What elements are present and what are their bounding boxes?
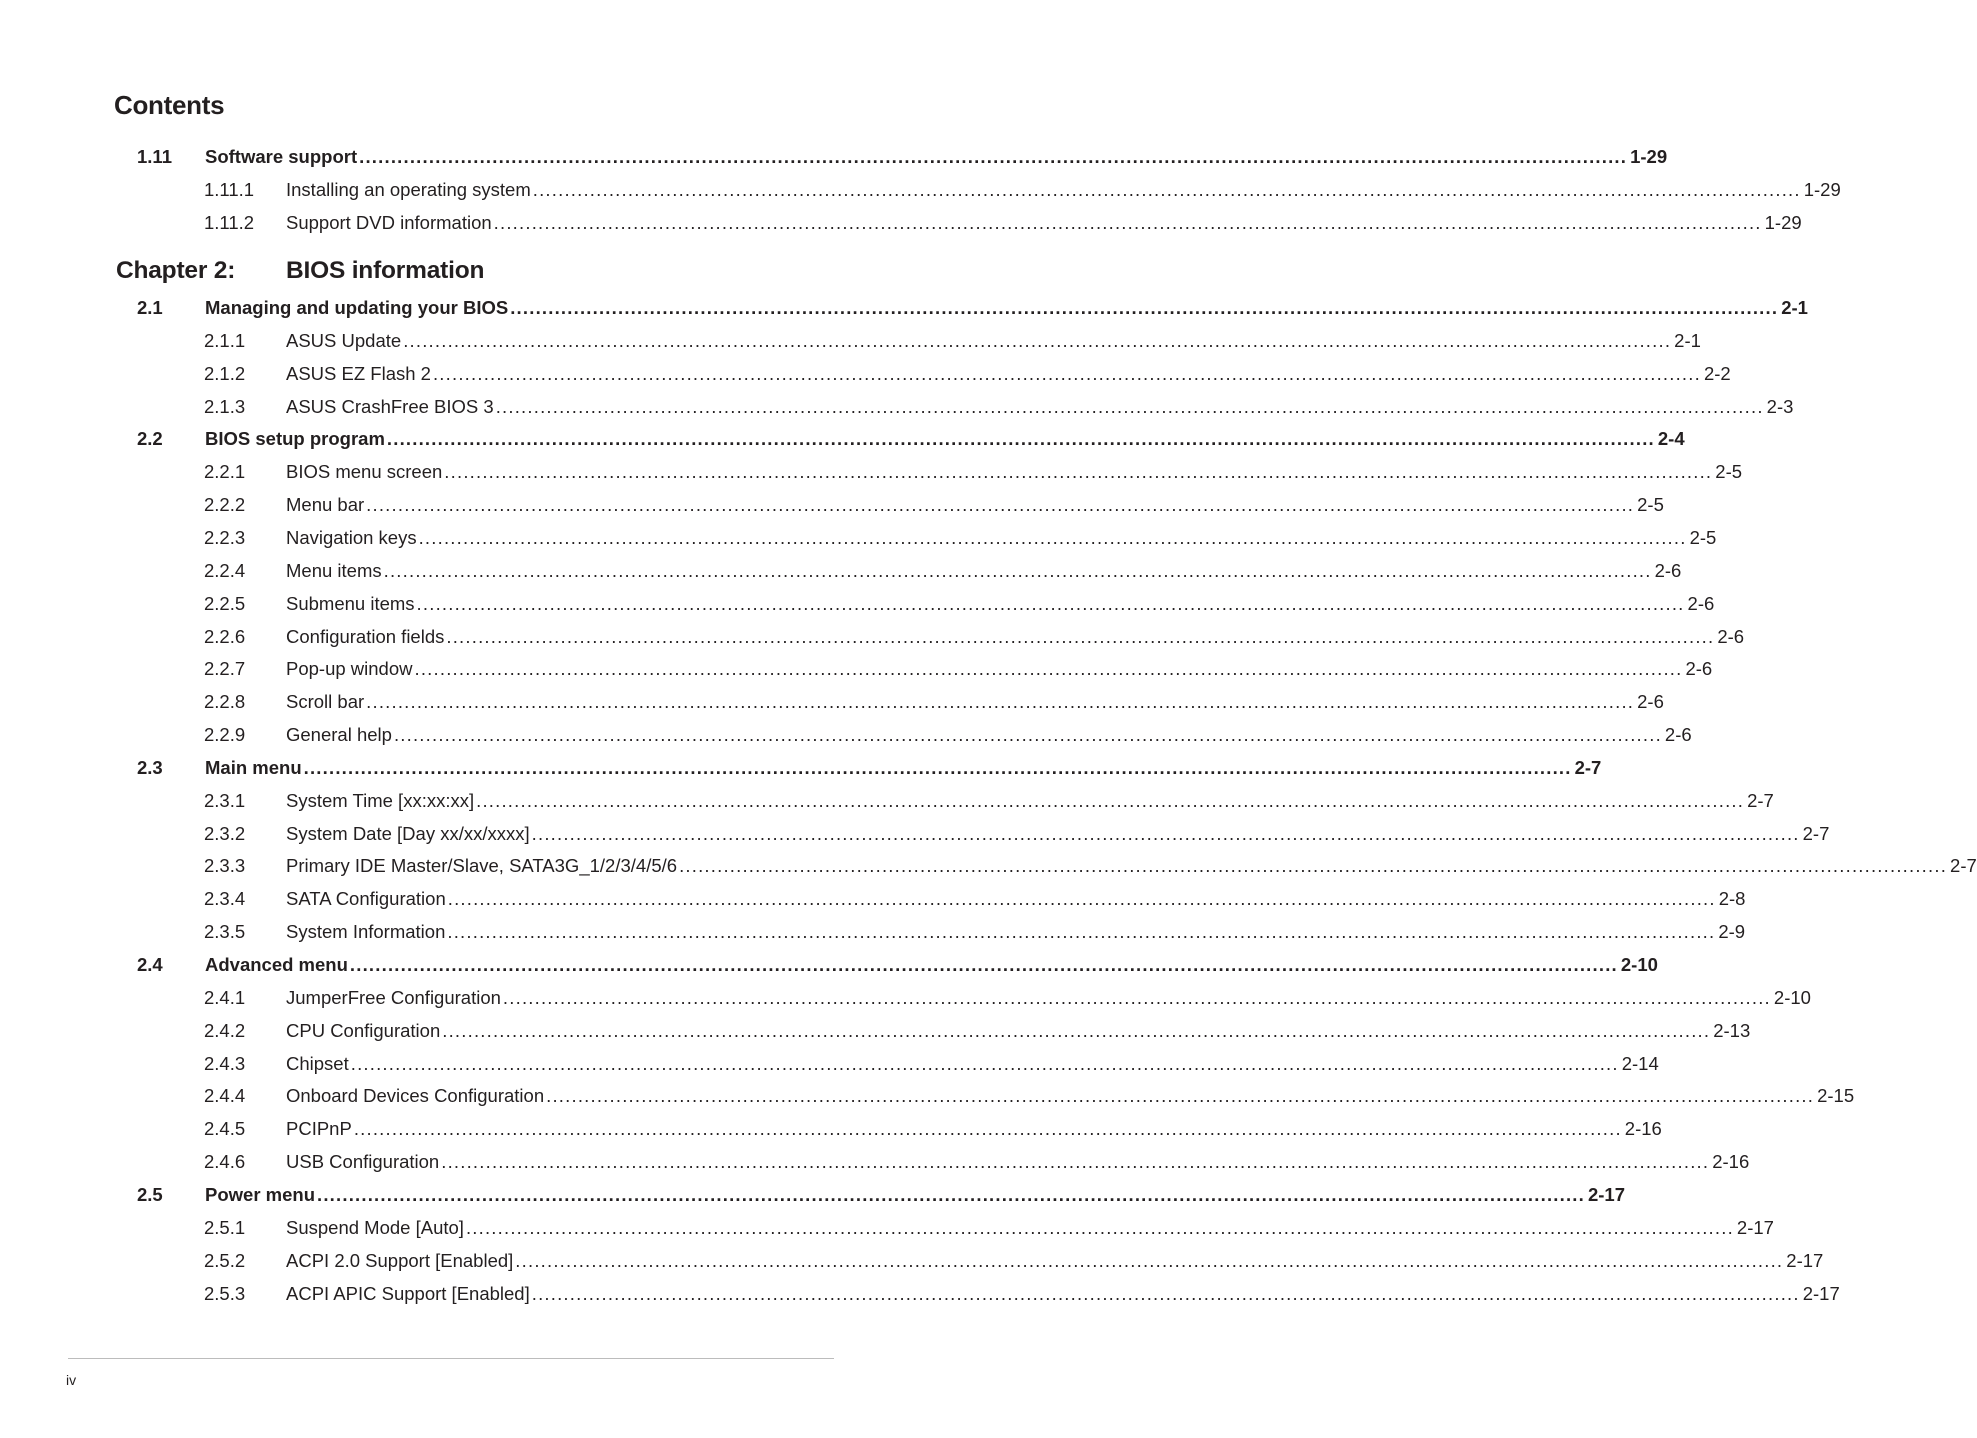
toc-entry-title: CPU Configuration [286, 1019, 441, 1041]
toc-entry-number: 2.2.8 [204, 691, 246, 713]
toc-entry-number: 2.4.5 [204, 1118, 246, 1140]
toc-section-entry[interactable] [137, 427, 1685, 451]
toc-entry-page: 2-6 [1685, 658, 1713, 680]
toc-entry-number: 1.11 [137, 146, 172, 167]
toc-entry-title: Pop-up window [286, 658, 413, 680]
toc-dot-leader: ........................................................................................................................................................................................................ [679, 855, 1948, 877]
toc-entry-page: 2-3 [1766, 395, 1794, 417]
toc-dot-leader: ........................................................................................................................................................................................................ [502, 986, 1771, 1008]
toc-entry-title: Software support [205, 146, 358, 167]
toc-dot-leader: ........................................................................................................................................................................................................ [446, 625, 1715, 647]
toc-dot-leader: ........................................................................................................................................................................................................ [476, 789, 1745, 811]
toc-dot-leader: ........................................................................................................................................................................................................ [432, 362, 1701, 384]
toc-entry-number: 2.3.2 [204, 822, 246, 844]
toc-entry-number: 2.5.1 [204, 1216, 246, 1238]
toc-dot-leader: ........................................................................................................................................................................................................ [531, 1282, 1800, 1304]
toc-entry-title: ACPI APIC Support [Enabled] [286, 1282, 530, 1304]
toc-entry-number: 2.3.3 [204, 855, 246, 877]
toc-dot-leader: ........................................................................................................................................................................................................ [532, 179, 1801, 200]
toc-entry-page: 2-10 [1620, 954, 1658, 975]
toc-subsection-entry[interactable] [204, 854, 1977, 878]
page-number: iv [66, 1372, 77, 1388]
toc-entry-title: BIOS setup program [205, 428, 385, 450]
toc-entry-title: General help [286, 724, 392, 746]
toc-dot-leader: ........................................................................................................................................................................................................ [465, 1216, 1734, 1238]
toc-entry-title: Primary IDE Master/Slave, SATA3G_1/2/3/4/5/6 [286, 855, 678, 877]
toc-entry-page: 2-14 [1621, 1052, 1659, 1074]
toc-dot-leader: ........................................................................................................................................................................................................ [350, 1052, 1619, 1074]
toc-subsection-entry[interactable] [204, 1216, 1774, 1240]
toc-subsection-entry[interactable] [204, 657, 1713, 681]
toc-entry-title: Suspend Mode [Auto] [286, 1216, 464, 1238]
toc-entry-number: 2.3.1 [204, 789, 246, 811]
toc-subsection-entry[interactable] [204, 920, 1746, 944]
toc-entry-page: 1-29 [1764, 212, 1802, 233]
toc-subsection-entry[interactable] [204, 329, 1701, 353]
toc-entry-page: 2-17 [1802, 1282, 1840, 1304]
toc-entry-page: 2-6 [1664, 724, 1692, 746]
toc-dot-leader: ........................................................................................................................................................................................................ [303, 756, 1572, 778]
toc-entry-page: 2-7 [1747, 789, 1774, 811]
toc-entry-page: 2-6 [1654, 559, 1682, 581]
toc-entry-page: 2-16 [1624, 1118, 1662, 1140]
page-title: Contents [114, 90, 225, 120]
toc-subsection-entry[interactable] [204, 1052, 1659, 1076]
toc-subsection-entry[interactable] [204, 395, 1794, 419]
toc-entry-number: 2.2.6 [204, 625, 246, 647]
toc-dot-leader: ........................................................................................................................................................................................................ [353, 1118, 1622, 1140]
toc-entry-title: ASUS CrashFree BIOS 3 [286, 395, 494, 417]
toc-entry-title: ACPI 2.0 Support [Enabled] [286, 1249, 514, 1271]
toc-entry-number: 2.1.3 [204, 395, 246, 417]
toc-entry-page: 2-6 [1687, 592, 1715, 614]
toc-dot-leader: ........................................................................................................................................................................................................ [418, 526, 1687, 548]
toc-entry-page: 2-7 [1574, 756, 1602, 778]
toc-entry-number: 2.5 [137, 1183, 163, 1205]
toc-entry-title: Main menu [205, 756, 302, 778]
toc-entry-number: 2.5.3 [204, 1282, 246, 1304]
toc-entry-number: 2.2.1 [204, 461, 246, 483]
toc-entry-page: 2-17 [1587, 1183, 1626, 1205]
toc-entry-page: 2-16 [1712, 1151, 1750, 1173]
toc-entry-title: Configuration fields [286, 625, 445, 647]
toc-entry-page: 1-29 [1630, 146, 1668, 167]
toc-entry-number: 1.11.1 [204, 179, 255, 200]
toc-entry-page: 2-8 [1718, 888, 1746, 910]
toc-dot-leader: ........................................................................................................................................................................................................ [444, 461, 1713, 483]
toc-entry-title: Menu bar [286, 494, 365, 516]
toc-entry-title: Managing and updating your BIOS [205, 297, 509, 318]
toc-entry-title: BIOS menu screen [286, 461, 443, 483]
toc-entry-page: 2-5 [1715, 461, 1743, 483]
toc-dot-leader: ........................................................................................................................................................................................................ [493, 212, 1762, 233]
toc-entry-page: 2-13 [1713, 1019, 1751, 1041]
toc-entry-title: Scroll bar [286, 691, 365, 713]
toc-entry-page: 2-4 [1657, 428, 1685, 450]
toc-dot-leader: ........................................................................................................................................................................................................ [416, 592, 1685, 614]
toc-section-entry[interactable] [137, 756, 1602, 780]
toc-subsection-entry[interactable] [204, 1117, 1662, 1141]
toc-entry-number: 2.2.2 [204, 494, 246, 516]
toc-entry-title: JumperFree Configuration [286, 986, 501, 1008]
toc-entry-page: 2-17 [1786, 1249, 1824, 1271]
toc-dot-leader: ........................................................................................................................................................................................................ [414, 658, 1683, 680]
toc-entry-title: Menu items [286, 559, 382, 581]
footer-divider [68, 1358, 834, 1359]
chapter-title: BIOS information [286, 257, 485, 284]
toc-entry-page: 2-5 [1637, 494, 1664, 516]
toc-entry-page: 2-15 [1817, 1085, 1855, 1107]
toc-subsection-entry[interactable] [204, 211, 1802, 235]
toc-subsection-entry[interactable] [204, 559, 1682, 583]
toc-entry-number: 2.2.3 [204, 526, 246, 548]
toc-dot-leader: ........................................................................................................................................................................................................ [510, 297, 1779, 318]
toc-dot-leader: ........................................................................................................................................................................................................ [383, 559, 1652, 581]
toc-entry-page: 2-6 [1637, 691, 1664, 713]
toc-entry-number: 2.2.4 [204, 559, 246, 581]
toc-subsection-entry[interactable] [204, 986, 1811, 1010]
toc-dot-leader: ........................................................................................................................................................................................................ [403, 329, 1672, 351]
toc-entry-title: Support DVD information [286, 212, 492, 233]
toc-entry-number: 2.1.2 [204, 362, 246, 384]
toc-subsection-entry[interactable] [204, 362, 1731, 386]
toc-entry-page: 2-2 [1703, 362, 1731, 384]
toc-entry-number: 2.2.5 [204, 592, 246, 614]
toc-subsection-entry[interactable] [204, 1282, 1840, 1306]
toc-entry-number: 2.2.9 [204, 724, 246, 746]
toc-entry-page: 2-17 [1736, 1216, 1774, 1238]
toc-subsection-entry[interactable] [204, 1084, 1855, 1108]
toc-entry-title: Chipset [286, 1052, 349, 1074]
toc-entry-title: USB Configuration [286, 1151, 440, 1173]
toc-entry-page: 2-1 [1781, 297, 1808, 318]
toc-entry-page: 2-7 [1950, 855, 1977, 877]
toc-entry-title: Navigation keys [286, 526, 417, 548]
toc-entry-title: System Date [Day xx/xx/xxxx] [286, 822, 530, 844]
toc-entry-title: ASUS EZ Flash 2 [286, 362, 431, 384]
toc-section-entry[interactable] [137, 953, 1658, 977]
toc-entry-title: Advanced menu [205, 954, 348, 975]
toc-subsection-entry[interactable] [204, 690, 1664, 714]
toc-subsection-entry[interactable] [204, 789, 1774, 813]
toc-subsection-entry[interactable] [204, 1019, 1751, 1043]
toc-dot-leader: ........................................................................................................................................................................................................ [359, 146, 1628, 167]
toc-subsection-entry[interactable] [204, 822, 1830, 846]
toc-entry-page: 2-10 [1773, 986, 1811, 1008]
toc-subsection-entry[interactable] [204, 178, 1841, 202]
toc-entry-title: Power menu [205, 1183, 315, 1205]
toc-entry-number: 2.4.4 [204, 1085, 246, 1107]
toc-entry-number: 2.1.1 [204, 329, 246, 351]
toc-entry-title: PCIPnP [286, 1118, 352, 1140]
toc-entry-number: 2.4 [137, 954, 163, 975]
toc-entry-number: 1.11.2 [204, 212, 255, 233]
toc-dot-leader: ........................................................................................................................................................................................................ [531, 822, 1800, 844]
toc-entry-number: 2.4.1 [204, 986, 246, 1008]
toc-entry-title: SATA Configuration [286, 888, 446, 910]
toc-subsection-entry[interactable] [204, 493, 1664, 517]
toc-entry-page: 2-5 [1689, 526, 1717, 548]
toc-entry-title: Onboard Devices Configuration [286, 1085, 545, 1107]
toc-subsection-entry[interactable] [204, 526, 1717, 550]
toc-entry-number: 2.4.6 [204, 1151, 246, 1173]
toc-entry-number: 2.4.2 [204, 1019, 246, 1041]
toc-entry-number: 2.4.3 [204, 1052, 246, 1074]
toc-entry-title: Submenu items [286, 592, 415, 614]
toc-dot-leader: ........................................................................................................................................................................................................ [386, 428, 1655, 450]
toc-entry-page: 2-6 [1717, 625, 1745, 647]
toc-dot-leader: ........................................................................................................................................................................................................ [349, 954, 1618, 975]
toc-dot-leader: ........................................................................................................................................................................................................ [442, 1019, 1711, 1041]
toc-subsection-entry[interactable] [204, 723, 1692, 747]
toc-entry-number: 2.3.5 [204, 921, 246, 943]
toc-dot-leader: ........................................................................................................................................................................................................ [441, 1151, 1710, 1173]
toc-subsection-entry[interactable] [204, 1249, 1824, 1273]
toc-entry-page: 2-9 [1718, 921, 1746, 943]
toc-entry-number: 2.3 [137, 756, 163, 778]
toc-entry-page: 2-1 [1674, 329, 1701, 351]
toc-subsection-entry[interactable] [204, 625, 1745, 649]
toc-entry-page: 2-7 [1802, 822, 1830, 844]
toc-subsection-entry[interactable] [204, 460, 1743, 484]
toc-entry-number: 2.3.4 [204, 888, 246, 910]
toc-dot-leader: ........................................................................................................................................................................................................ [366, 494, 1635, 516]
toc-section-entry[interactable] [137, 296, 1808, 320]
toc-dot-leader: ........................................................................................................................................................................................................ [447, 888, 1716, 910]
toc-dot-leader: ........................................................................................................................................................................................................ [447, 921, 1716, 943]
toc-entry-number: 2.1 [137, 297, 163, 318]
toc-dot-leader: ........................................................................................................................................................................................................ [317, 1183, 1585, 1205]
toc-section-entry[interactable] [137, 145, 1668, 169]
toc-entry-title: Installing an operating system [286, 179, 531, 200]
chapter-label: Chapter 2: [116, 257, 236, 284]
toc-entry-title: System Time [xx:xx:xx] [286, 789, 475, 811]
toc-entry-page: 1-29 [1803, 179, 1841, 200]
toc-entry-title: ASUS Update [286, 329, 402, 351]
toc-entry-number: 2.5.2 [204, 1249, 246, 1271]
toc-dot-leader: ........................................................................................................................................................................................................ [546, 1085, 1815, 1107]
toc-entry-number: 2.2 [137, 428, 163, 450]
toc-dot-leader: ........................................................................................................................................................................................................ [515, 1249, 1784, 1271]
toc-subsection-entry[interactable] [204, 1150, 1750, 1174]
toc-section-entry[interactable] [137, 1183, 1626, 1207]
toc-dot-leader: ........................................................................................................................................................................................................ [495, 395, 1764, 417]
toc-dot-leader: ........................................................................................................................................................................................................ [393, 724, 1662, 746]
toc-subsection-entry[interactable] [204, 887, 1746, 911]
toc-dot-leader: ........................................................................................................................................................................................................ [366, 691, 1635, 713]
toc-subsection-entry[interactable] [204, 592, 1715, 616]
toc-entry-number: 2.2.7 [204, 658, 246, 680]
toc-entry-title: System Information [286, 921, 446, 943]
chapter-heading [116, 257, 484, 289]
